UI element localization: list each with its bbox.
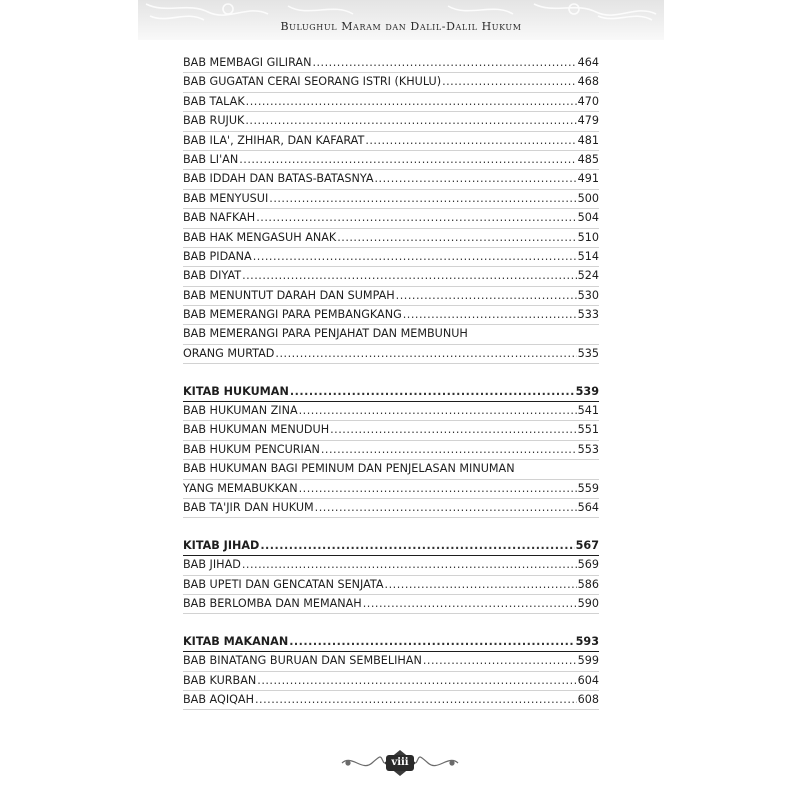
toc-page-number: 491 <box>577 172 599 186</box>
toc-page-number: 514 <box>577 249 599 263</box>
toc-page-number: 586 <box>577 577 599 591</box>
toc-leader-dots <box>253 248 577 266</box>
toc-entry-title: BAB MEMBAGI GILIRAN <box>183 56 312 69</box>
toc-leader-dots <box>242 556 577 574</box>
toc-entry-title: BAB MENYUSUI <box>183 191 269 205</box>
toc-page-number: 524 <box>577 269 599 283</box>
toc-entry-title: BAB NAFKAH <box>183 211 256 225</box>
toc-entry-title: BAB JIHAD <box>183 558 241 572</box>
toc-entry <box>183 460 599 479</box>
toc-entry <box>183 480 599 499</box>
toc-leader-dots <box>242 267 577 285</box>
toc-leader-dots <box>337 229 576 247</box>
toc-leader-dots <box>255 691 577 709</box>
toc-leader-dots <box>363 595 577 613</box>
toc-entry <box>183 421 599 440</box>
toc-entry <box>183 556 599 575</box>
table-of-contents <box>183 54 599 710</box>
toc-leader-dots <box>442 73 577 91</box>
toc-leader-dots <box>385 576 577 594</box>
toc-entry-title: BAB TALAK <box>183 94 245 108</box>
toc-leader-dots <box>275 345 576 363</box>
toc-entry <box>183 248 599 267</box>
toc-leader-dots <box>423 652 577 670</box>
toc-leader-dots <box>257 672 576 690</box>
toc-entry-title: KITAB JIHAD <box>183 538 260 552</box>
toc-page-number: 510 <box>577 230 599 244</box>
toc-page-number: 479 <box>577 114 599 128</box>
toc-page-number: 539 <box>575 384 599 398</box>
toc-entry-title: BAB MEMERANGI PARA PEMBANGKANG <box>183 308 402 322</box>
toc-entry-title: BAB HUKUM PENCURIAN <box>183 442 320 456</box>
toc-entry-title: BAB RUJUK <box>183 114 245 128</box>
toc-section-heading <box>183 633 599 652</box>
toc-page-number: 485 <box>577 152 599 166</box>
toc-entry-title: BAB DIYAT <box>183 269 242 283</box>
toc-page-number: 500 <box>577 191 599 205</box>
toc-page-number: 504 <box>577 211 599 225</box>
toc-entry <box>183 112 599 131</box>
toc-leader-dots <box>289 633 574 651</box>
toc-entry-title: ORANG MURTAD <box>183 346 275 360</box>
toc-leader-dots <box>315 499 577 517</box>
toc-entry <box>183 325 599 344</box>
toc-entry-title: BAB MEMERANGI PARA PENJAHAT DAN MEMBUNUH <box>183 327 468 341</box>
toc-leader-dots <box>239 151 576 169</box>
toc-leader-dots <box>396 287 577 305</box>
toc-leader-dots <box>260 537 574 555</box>
toc-entry-title: BAB PIDANA <box>183 249 252 263</box>
toc-entry <box>183 441 599 460</box>
toc-leader-dots <box>256 209 576 227</box>
toc-entry <box>183 209 599 228</box>
toc-page-number: 608 <box>577 692 599 706</box>
toc-entry <box>183 93 599 112</box>
toc-entry <box>183 132 599 151</box>
toc-entry <box>183 345 599 364</box>
toc-entry <box>183 267 599 286</box>
toc-page-number: 468 <box>577 75 599 89</box>
toc-leader-dots <box>290 383 575 401</box>
toc-section-heading <box>183 383 599 402</box>
toc-page-number: 590 <box>577 596 599 610</box>
toc-entry-title: BAB BERLOMBA DAN MEMANAH <box>183 596 362 610</box>
running-title: Bulughul Maram dan Dalil-Dalil Hukum <box>280 20 522 33</box>
toc-entry-title: BAB IDDAH DAN BATAS-BATASNYA <box>183 172 374 186</box>
toc-page-number: 567 <box>575 538 599 552</box>
toc-page-number: 464 <box>577 56 599 69</box>
toc-entry-title: BAB HUKUMAN MENUDUH <box>183 423 330 437</box>
page-footer <box>340 748 460 778</box>
toc-entry-title: BAB LI'AN <box>183 152 239 166</box>
toc-entry-title: KITAB MAKANAN <box>183 634 289 648</box>
toc-leader-dots <box>245 112 576 130</box>
toc-entry-title: BAB KURBAN <box>183 673 257 687</box>
toc-entry-title: BAB HUKUMAN ZINA <box>183 404 298 418</box>
toc-leader-dots <box>246 93 577 111</box>
toc-leader-dots <box>321 441 577 459</box>
toc-entry-title: BAB TA'JIR DAN HUKUM <box>183 500 314 514</box>
toc-leader-dots <box>312 54 576 72</box>
toc-page-number: 530 <box>577 288 599 302</box>
toc-entry <box>183 287 599 306</box>
toc-entry <box>183 229 599 248</box>
toc-entry <box>183 190 599 209</box>
toc-section-heading <box>183 537 599 556</box>
toc-leader-dots <box>403 306 577 324</box>
toc-leader-dots <box>269 190 576 208</box>
toc-entry <box>183 691 599 710</box>
toc-entry <box>183 499 599 518</box>
toc-entry-title: BAB GUGATAN CERAI SEORANG ISTRI (KHULU) <box>183 75 442 89</box>
toc-entry-title: BAB HAK MENGASUH ANAK <box>183 230 337 244</box>
toc-entry <box>183 576 599 595</box>
toc-entry-title: BAB UPETI DAN GENCATAN SENJATA <box>183 577 384 591</box>
toc-entry <box>183 54 599 73</box>
toc-entry <box>183 402 599 421</box>
toc-entry-title: BAB ILA', ZHIHAR, DAN KAFARAT <box>183 133 365 147</box>
toc-entry-title: BAB AQIQAH <box>183 692 254 706</box>
toc-leader-dots <box>365 132 576 150</box>
toc-entry <box>183 170 599 189</box>
toc-entry <box>183 672 599 691</box>
toc-page-number: 541 <box>577 404 599 418</box>
toc-entry-title: BAB BINATANG BURUAN DAN SEMBELIHAN <box>183 654 422 668</box>
toc-entry <box>183 652 599 671</box>
toc-entry <box>183 595 599 614</box>
page-number: viii <box>391 757 409 768</box>
toc-leader-dots <box>375 170 577 188</box>
toc-entry <box>183 306 599 325</box>
toc-page-number: 559 <box>577 481 599 495</box>
toc-entry-title: BAB HUKUMAN BAGI PEMINUM DAN PENJELASAN MINUMAN <box>183 462 515 476</box>
toc-entry-title: KITAB HUKUMAN <box>183 384 289 398</box>
toc-entry-title: BAB MENUNTUT DARAH DAN SUMPAH <box>183 288 395 302</box>
toc-leader-dots <box>299 402 577 420</box>
page-header <box>138 0 664 40</box>
toc-page-number: 470 <box>577 94 599 108</box>
toc-page-number: 535 <box>577 346 599 360</box>
toc-page-number: 551 <box>577 423 599 437</box>
toc-page-number: 564 <box>577 500 599 514</box>
toc-page-number: 533 <box>577 308 599 322</box>
toc-page-number: 604 <box>577 673 599 687</box>
toc-page-number: 593 <box>575 634 599 648</box>
toc-page-number: 481 <box>577 133 599 147</box>
toc-entry <box>183 73 599 92</box>
toc-page-number: 553 <box>577 442 599 456</box>
toc-entry-title: YANG MEMABUKKAN <box>183 481 298 495</box>
toc-leader-dots <box>299 480 577 498</box>
toc-page-number: 599 <box>577 654 599 668</box>
toc-page-number: 569 <box>577 558 599 572</box>
toc-leader-dots <box>330 421 577 439</box>
toc-entry <box>183 151 599 170</box>
